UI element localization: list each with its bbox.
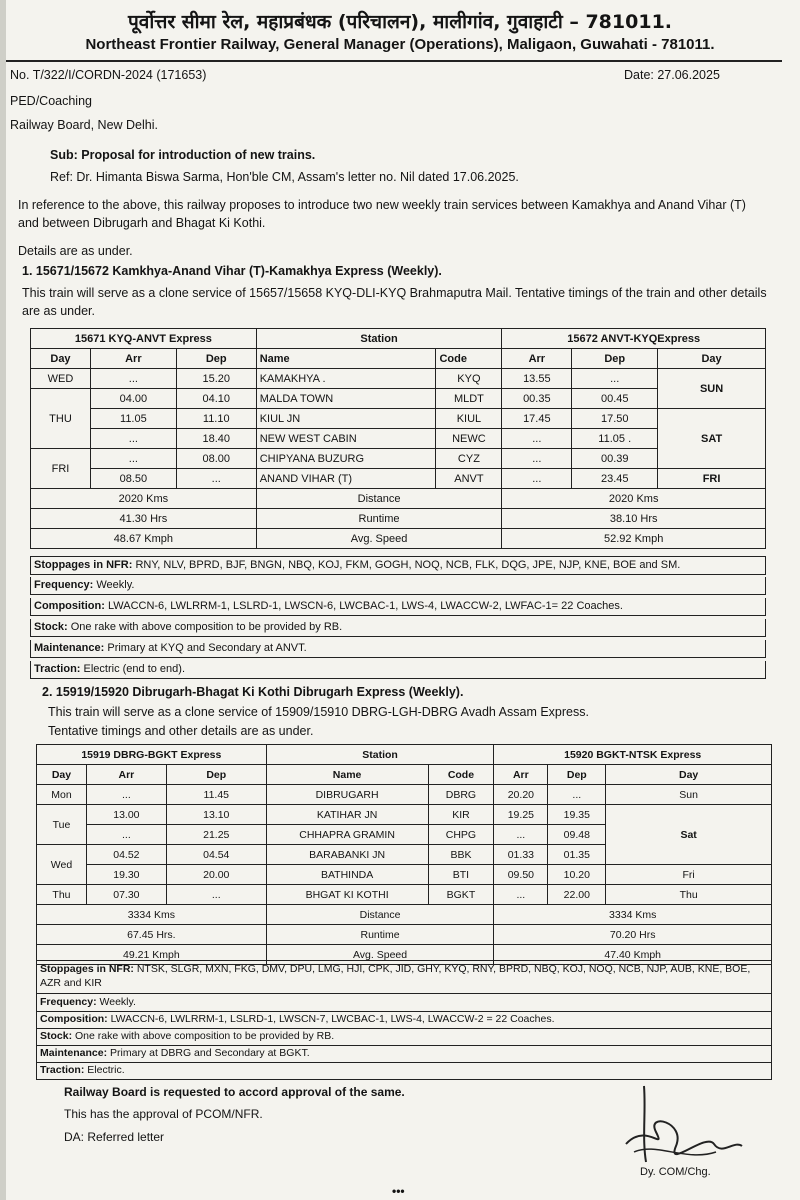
train1-left-title: 15671 KYQ-ANVT Express — [31, 329, 257, 349]
composition-label: Composition: — [34, 600, 105, 612]
arr-cell: 04.52 — [86, 845, 166, 865]
stoppages-text: NTSK, SLGR, MXN, FKG, DMV, DPU, LMG, HJI, CPK, JID, GHY, KYQ, RNY, BPRD, NBQ, KOJ, NOQ, NCB, NJP, AUB, KNE, BOE, AZR and KIR — [40, 963, 751, 989]
recipient-line-1: PED/Coaching — [10, 94, 92, 108]
frequency-label: Frequency: — [40, 996, 97, 1008]
dep-cell: 21.25 — [166, 825, 266, 845]
day-cell: Thu — [37, 885, 87, 905]
day-cell: Thu — [606, 885, 772, 905]
table-row — [37, 885, 772, 905]
station-code-cell: MLDT — [436, 389, 502, 409]
arr-cell: ... — [90, 449, 176, 469]
footer-dots: ••• — [392, 1184, 405, 1198]
arr-cell: 00.35 — [502, 389, 572, 409]
day-cell: Fri — [606, 865, 772, 885]
col-day: Day — [606, 765, 772, 785]
stock-label: Stock: — [40, 1030, 73, 1042]
recipient-line-2: Railway Board, New Delhi. — [10, 118, 158, 132]
arr-cell: 13.55 — [502, 369, 572, 389]
col-name: Name — [256, 349, 436, 369]
table-row — [31, 409, 766, 429]
col-dep: Dep — [176, 349, 256, 369]
dep-cell: 10.20 — [548, 865, 606, 885]
frequency-text: Weekly. — [99, 996, 136, 1008]
traction-label: Traction: — [34, 663, 81, 675]
dep-cell: 04.54 — [166, 845, 266, 865]
arr-cell: 11.05 — [90, 409, 176, 429]
dep-cell: 18.40 — [176, 429, 256, 449]
station-name-cell: NEW WEST CABIN — [256, 429, 436, 449]
train1-stoppages — [30, 556, 766, 575]
station-name-cell: KAMAKHYA . — [256, 369, 436, 389]
station-code-cell: BBK — [428, 845, 494, 865]
arr-cell: ... — [494, 885, 548, 905]
summary-row — [31, 489, 766, 509]
station-code-cell: KIUL — [436, 409, 502, 429]
dep-cell: 17.50 — [572, 409, 658, 429]
table-row — [37, 805, 772, 825]
col-arr: Arr — [494, 765, 548, 785]
station-code-cell: CHPG — [428, 825, 494, 845]
summary-row — [31, 529, 766, 549]
dep-cell: 11.45 — [166, 785, 266, 805]
header-english: Northeast Frontier Railway, General Manager (Operations), Maligaon, Guwahati - 781011. — [85, 36, 715, 53]
header-hindi: पूर्वोत्तर सीमा रेल, महाप्रबंधक (परिचालन), मालीगांव, गुवाहाटी – 781011. — [127, 11, 673, 33]
station-name-cell: KATIHAR JN — [266, 805, 428, 825]
arr-cell: 19.25 — [494, 805, 548, 825]
dep-cell: 22.00 — [548, 885, 606, 905]
train2-stoppages — [36, 960, 772, 994]
summary-row — [31, 509, 766, 529]
station-code-cell: NEWC — [436, 429, 502, 449]
arr-cell: 04.00 — [90, 389, 176, 409]
col-dep: Dep — [166, 765, 266, 785]
closing-line-1: Railway Board is requested to accord approval of the same. — [64, 1085, 405, 1099]
day-cell: SAT — [658, 409, 766, 469]
station-code-cell: BTI — [428, 865, 494, 885]
maintenance-text: Primary at KYQ and Secondary at ANVT. — [107, 642, 307, 654]
train2-timetable — [36, 744, 772, 965]
frequency-text: Weekly. — [96, 579, 135, 591]
summary-left: 67.45 Hrs. — [37, 925, 267, 945]
arr-cell: ... — [502, 449, 572, 469]
train2-description-2: Tentative timings and other details are as under. — [48, 724, 314, 738]
maintenance-label: Maintenance: — [40, 1047, 108, 1059]
summary-left: 48.67 Kmph — [31, 529, 257, 549]
col-code: Code — [436, 349, 502, 369]
traction-text: Electric (end to end). — [83, 663, 186, 675]
stock-text: One rake with above composition to be provided by RB. — [75, 1030, 335, 1042]
letter-date: Date: 27.06.2025 — [624, 68, 720, 82]
signature-designation: Dy. COM/Chg. — [640, 1166, 711, 1178]
stock-text: One rake with above composition to be provided by RB. — [70, 621, 343, 633]
signature-scribble — [616, 1082, 746, 1172]
day-cell: FRI — [31, 449, 91, 489]
dep-cell: 00.39 — [572, 449, 658, 469]
stoppages-label: Stoppages in NFR: — [34, 559, 133, 571]
table-column-row — [31, 349, 766, 369]
composition-label: Composition: — [40, 1013, 108, 1025]
closing-line-2: This has the approval of PCOM/NFR. — [64, 1107, 263, 1121]
summary-left: 41.30 Hrs — [31, 509, 257, 529]
header-rule — [6, 60, 782, 62]
station-code-cell: ANVT — [436, 469, 502, 489]
station-name-cell: KIUL JN — [256, 409, 436, 429]
train1-frequency — [30, 577, 766, 595]
station-code-cell: CYZ — [436, 449, 502, 469]
intro-paragraph: In reference to the above, this railway proposes to introduce two new weekly train services between Kamakhya and Anand Vihar (T) and between Dibrugarh and Bhagat Ki Kothi. — [18, 198, 746, 230]
maintenance-text: Primary at DBRG and Secondary at BGKT. — [110, 1047, 310, 1059]
dep-cell: 19.35 — [548, 805, 606, 825]
composition-text: LWACCN-6, LWLRRM-1, LSLRD-1, LWSCN-7, LWCBAC-1, LWS-4, LWACCW-2 = 22 Coaches. — [110, 1013, 555, 1025]
closing-line-3: DA: Referred letter — [64, 1130, 165, 1144]
station-name-cell: BARABANKI JN — [266, 845, 428, 865]
table-header-row — [37, 745, 772, 765]
train2-right-title: 15920 BGKT-NTSK Express — [494, 745, 772, 765]
station-code-cell: BGKT — [428, 885, 494, 905]
dep-cell: 08.00 — [176, 449, 256, 469]
train2-station-title: Station — [266, 745, 494, 765]
train2-frequency — [36, 994, 772, 1012]
day-cell: SUN — [658, 369, 766, 409]
table-row — [31, 369, 766, 389]
dep-cell: 00.45 — [572, 389, 658, 409]
arr-cell: 20.20 — [494, 785, 548, 805]
col-dep: Dep — [572, 349, 658, 369]
train1-right-title: 15672 ANVT-KYQExpress — [502, 329, 766, 349]
table-row — [37, 785, 772, 805]
train1-composition — [30, 598, 766, 616]
maintenance-label: Maintenance: — [34, 642, 105, 654]
train1-maintenance — [30, 640, 766, 658]
train1-description: This train will serve as a clone service of 15657/15658 KYQ-DLI-KYQ Brahmaputra Mail. Tentative timings of the train and other details are as under. — [22, 286, 767, 318]
station-name-cell: MALDA TOWN — [256, 389, 436, 409]
col-arr: Arr — [90, 349, 176, 369]
summary-left: 49.21 Kmph — [37, 945, 267, 965]
arr-cell: 07.30 — [86, 885, 166, 905]
station-name-cell: BATHINDA — [266, 865, 428, 885]
table-header-row — [31, 329, 766, 349]
dep-cell: 23.45 — [572, 469, 658, 489]
dep-cell: ... — [176, 469, 256, 489]
train2-description-1: This train will serve as a clone service of 15909/15910 DBRG-LGH-DBRG Avadh Assam Express. — [48, 705, 589, 719]
summary-right: 3334 Kms — [494, 905, 772, 925]
dep-cell: ... — [166, 885, 266, 905]
reference-line: Ref: Dr. Himanta Biswa Sarma, Hon'ble CM, Assam's letter no. Nil dated 17.06.2025. — [50, 170, 519, 184]
summary-right: 2020 Kms — [502, 489, 766, 509]
day-cell: Wed — [37, 845, 87, 885]
arr-cell: 19.30 — [86, 865, 166, 885]
dep-cell: 09.48 — [548, 825, 606, 845]
day-cell: Tue — [37, 805, 87, 845]
summary-label: Avg. Speed — [266, 945, 494, 965]
stoppages-label: Stoppages in NFR: — [40, 963, 134, 975]
traction-text: Electric. — [87, 1064, 125, 1076]
col-code: Code — [428, 765, 494, 785]
col-arr: Arr — [502, 349, 572, 369]
scan-edge — [0, 0, 6, 1200]
dep-cell: 11.10 — [176, 409, 256, 429]
summary-right: 38.10 Hrs — [502, 509, 766, 529]
stock-label: Stock: — [34, 621, 68, 633]
dep-cell: ... — [548, 785, 606, 805]
summary-right: 70.20 Hrs — [494, 925, 772, 945]
summary-left: 2020 Kms — [31, 489, 257, 509]
day-cell: WED — [31, 369, 91, 389]
arr-cell: ... — [86, 785, 166, 805]
traction-label: Traction: — [40, 1064, 85, 1076]
frequency-label: Frequency: — [34, 579, 94, 591]
table-column-row — [37, 765, 772, 785]
col-day: Day — [658, 349, 766, 369]
day-cell: FRI — [658, 469, 766, 489]
dep-cell: 11.05 . — [572, 429, 658, 449]
arr-cell: ... — [502, 469, 572, 489]
summary-label: Avg. Speed — [256, 529, 502, 549]
summary-label: Distance — [266, 905, 494, 925]
summary-right: 52.92 Kmph — [502, 529, 766, 549]
station-code-cell: KIR — [428, 805, 494, 825]
day-cell: Sat — [606, 805, 772, 865]
summary-label: Distance — [256, 489, 502, 509]
col-dep: Dep — [548, 765, 606, 785]
table-row — [37, 865, 772, 885]
train1-station-title: Station — [256, 329, 502, 349]
col-name: Name — [266, 765, 428, 785]
table-row — [31, 429, 766, 449]
summary-label: Runtime — [266, 925, 494, 945]
day-cell: Mon — [37, 785, 87, 805]
arr-cell: ... — [494, 825, 548, 845]
train1-timetable — [30, 328, 766, 549]
details-line: Details are as under. — [18, 244, 133, 258]
arr-cell: 13.00 — [86, 805, 166, 825]
train1-traction — [30, 661, 766, 679]
train2-composition — [36, 1011, 772, 1029]
dep-cell: ... — [572, 369, 658, 389]
train2-traction — [36, 1062, 772, 1080]
arr-cell: ... — [86, 825, 166, 845]
train2-heading: 2. 15919/15920 Dibrugarh-Bhagat Ki Kothi Dibrugarh Express (Weekly). — [42, 685, 464, 699]
col-day: Day — [37, 765, 87, 785]
summary-right: 47.40 Kmph — [494, 945, 772, 965]
composition-text: LWACCN-6, LWLRRM-1, LSLRD-1, LWSCN-6, LWCBAC-1, LWS-4, LWACCW-2, LWFAC-1= 22 Coaches. — [107, 600, 623, 612]
train2-left-title: 15919 DBRG-BGKT Express — [37, 745, 267, 765]
arr-cell: ... — [90, 429, 176, 449]
table-row — [31, 469, 766, 489]
summary-label: Runtime — [256, 509, 502, 529]
arr-cell: 08.50 — [90, 469, 176, 489]
station-code-cell: DBRG — [428, 785, 494, 805]
train1-stock — [30, 619, 766, 637]
col-arr: Arr — [86, 765, 166, 785]
train1-heading: 1. 15671/15672 Kamkhya-Anand Vihar (T)-Kamakhya Express (Weekly). — [22, 264, 442, 278]
train2-maintenance — [36, 1045, 772, 1063]
table-row — [31, 449, 766, 469]
summary-left: 3334 Kms — [37, 905, 267, 925]
station-name-cell: BHGAT KI KOTHI — [266, 885, 428, 905]
arr-cell: 01.33 — [494, 845, 548, 865]
station-code-cell: KYQ — [436, 369, 502, 389]
station-name-cell: ANAND VIHAR (T) — [256, 469, 436, 489]
subject: Sub: Proposal for introduction of new trains. — [50, 148, 316, 162]
station-name-cell: CHHAPRA GRAMIN — [266, 825, 428, 845]
day-cell: THU — [31, 389, 91, 449]
summary-row — [37, 905, 772, 925]
arr-cell: ... — [90, 369, 176, 389]
dep-cell: 13.10 — [166, 805, 266, 825]
table-row — [31, 389, 766, 409]
dep-cell: 04.10 — [176, 389, 256, 409]
dep-cell: 01.35 — [548, 845, 606, 865]
station-name-cell: CHIPYANA BUZURG — [256, 449, 436, 469]
col-day: Day — [31, 349, 91, 369]
dep-cell: 15.20 — [176, 369, 256, 389]
dep-cell: 20.00 — [166, 865, 266, 885]
train2-stock — [36, 1028, 772, 1046]
day-cell: Sun — [606, 785, 772, 805]
stoppages-text: RNY, NLV, BPRD, BJF, BNGN, NBQ, KOJ, FKM, GOGH, NOQ, NCB, FLK, DQG, JPE, NJP, KNE, BOE and SM. — [135, 559, 681, 571]
arr-cell: 17.45 — [502, 409, 572, 429]
station-name-cell: DIBRUGARH — [266, 785, 428, 805]
summary-row — [37, 925, 772, 945]
reference-number: No. T/322/I/CORDN-2024 (171653) — [10, 68, 207, 82]
arr-cell: ... — [502, 429, 572, 449]
arr-cell: 09.50 — [494, 865, 548, 885]
